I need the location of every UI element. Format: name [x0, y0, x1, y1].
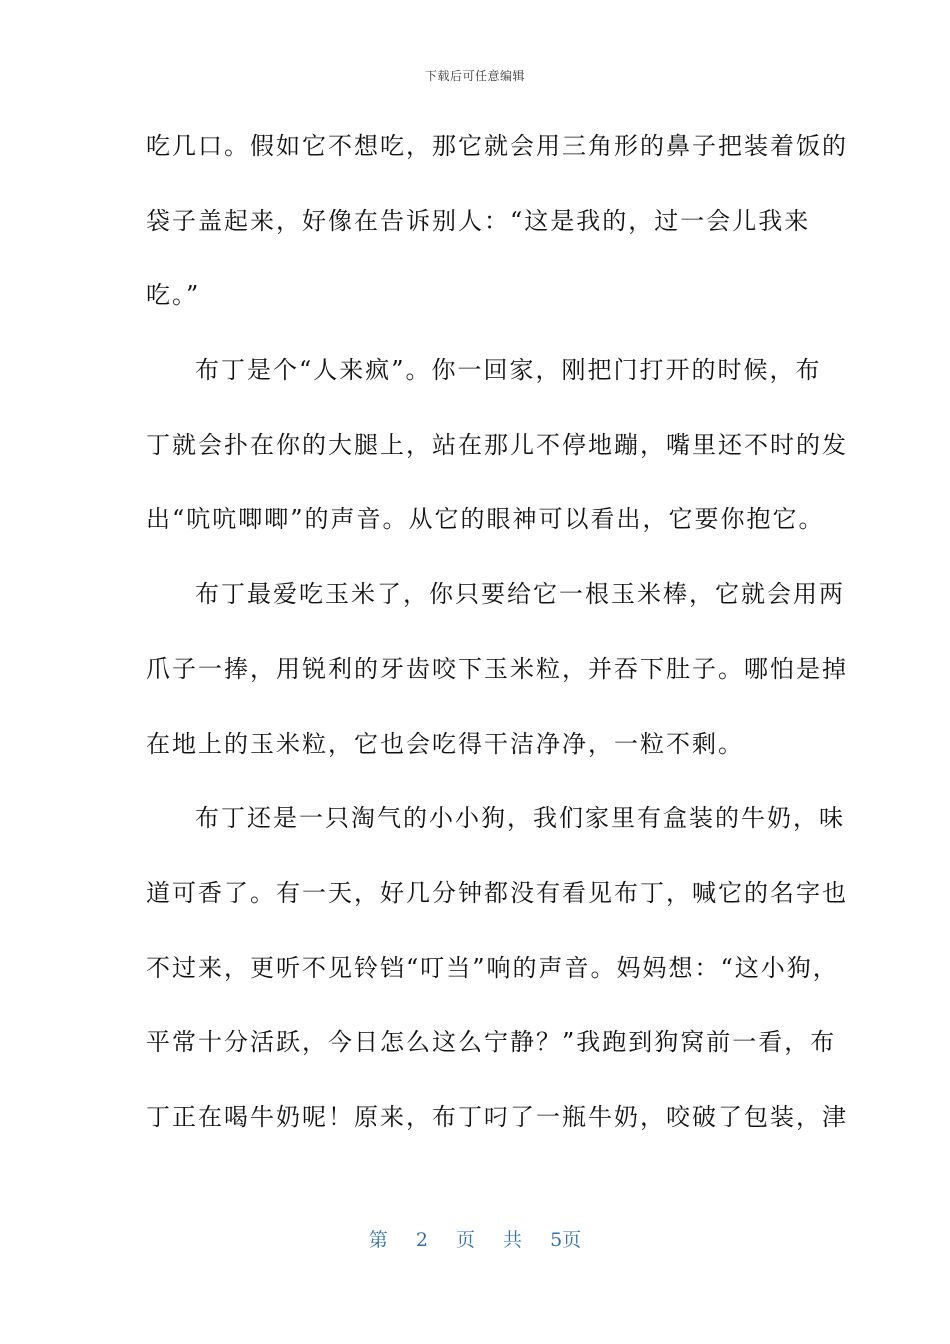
text-line: 在地上的玉米粒，它也会吃得干洁净净，一粒不剩。	[146, 729, 744, 758]
page-number-footer	[0, 1225, 950, 1252]
text-line: 吃。”	[146, 281, 201, 310]
paragraph-start-line: 布丁最爱吃玉米了，你只要给它一根玉米棒，它就会用两	[195, 580, 845, 609]
total-pages: 5页	[550, 1229, 582, 1251]
paragraph-start-line: 布丁还是一只淘气的小小狗，我们家里有盒装的牛奶，味	[195, 804, 845, 833]
header-note: 下载后可任意编辑	[424, 69, 525, 83]
current-page-number: 2	[415, 1229, 428, 1251]
text-line: 平常十分活跃，今日怎么这么宁静？”我跑到狗窝前一看，布	[146, 1028, 837, 1057]
text-line: 不过来，更听不见铃铛“叮当”响的声音。妈妈想：“这小狗，	[146, 953, 839, 982]
text-line: 道可香了。有一天，好几分钟都没有看见布丁，喊它的名字也	[146, 878, 848, 907]
body-text	[146, 120, 848, 1166]
page-label-prefix: 第	[368, 1229, 388, 1251]
paragraph-start-line: 布丁是个“人来疯”。你一回家，刚把门打开的时候，布	[195, 356, 822, 385]
text-line: 吃几口。假如它不想吃，那它就会用三角形的鼻子把装着饭的	[146, 132, 848, 160]
text-line: 丁正在喝牛奶呢！原来，布丁叼了一瓶牛奶，咬破了包装，津	[146, 1102, 848, 1131]
text-line: 出“吭吭唧唧”的声音。从它的眼神可以看出，它要你抱它。	[146, 505, 825, 534]
page-word: 页	[455, 1229, 475, 1251]
text-line: 爪子一捧，用锐利的牙齿咬下玉米粒，并吞下肚子。哪怕是掉	[146, 654, 848, 683]
total-prefix: 共	[503, 1229, 523, 1251]
text-line: 丁就会扑在你的大腿上，站在那儿不停地蹦，嘴里还不时的发	[146, 430, 848, 459]
text-line: 袋子盖起来，好像在告诉别人：“这是我的，过一会儿我来	[146, 206, 811, 235]
